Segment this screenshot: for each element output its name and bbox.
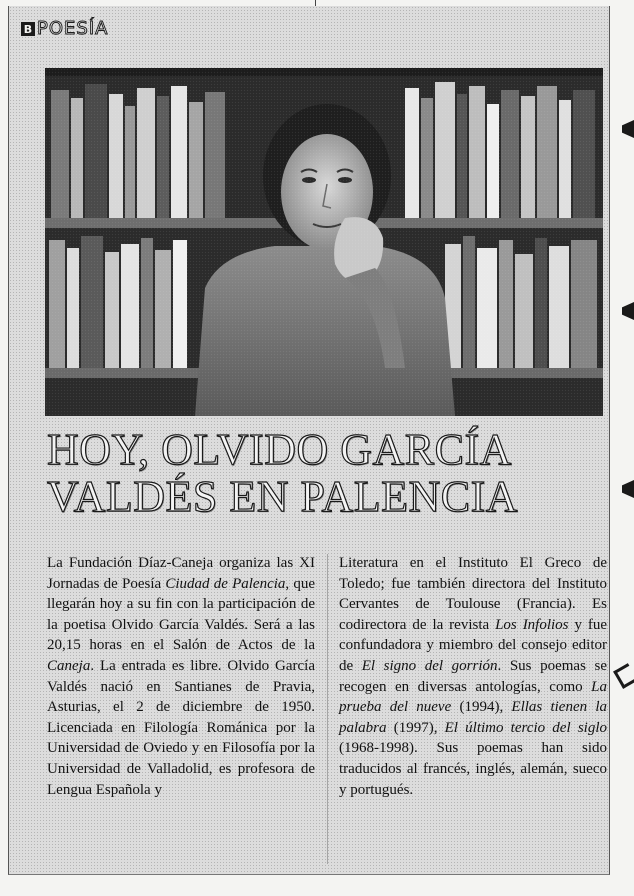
- magazine-title: El signo del gorrión: [361, 657, 498, 674]
- column-divider: [327, 554, 328, 864]
- text-run: . Sus poemas se recogen en diversas antologías, como: [339, 657, 607, 695]
- text-run: (1994),: [451, 699, 512, 716]
- newspaper-page: [8, 6, 610, 875]
- portrait-photo-icon: [45, 68, 603, 416]
- anthology-title: La prueba del nueve: [339, 678, 607, 716]
- venue-name: Caneja: [47, 657, 91, 674]
- margin-chevron-icon: [613, 663, 634, 689]
- article-column-right: [339, 553, 607, 800]
- margin-arrow-icon: [622, 480, 634, 498]
- text-run: . La entrada es libre. Olvido García Valdés nació en Santianes de Pravia, Asturias, el 2 de diciembre de 1950. Licenciada en Filología Románica por la Universidad de Oviedo y en Filosofía por la Universidad de Valladolid, es profesora de Lengua Española y: [47, 657, 315, 798]
- text-run: La Fundación Díaz-Caneja organiza las XI Jornadas de Poesía: [47, 555, 315, 592]
- headline-line-2: VALDÉS EN PALENCIA: [47, 472, 519, 521]
- headline-line-1: HOY, OLVIDO GARCÍA: [47, 425, 512, 474]
- article-paragraph-right: [339, 553, 607, 800]
- section-header: [21, 16, 108, 40]
- event-title: Ciudad de Palencia: [165, 575, 286, 592]
- text-run: , que llegarán hoy a su fin con la participación de la poetisa Olvido García Valdés. Será a las 20,15 horas en el Salón de Actos de la: [47, 575, 315, 654]
- headline: [47, 426, 607, 520]
- text-run: Literatura en el Instituto El Greco de Toledo; fue también directora del Instituto Cervantes de Toulouse (Francia). Es codirectora de la revista: [339, 555, 607, 633]
- text-run: y fue confundadora y miembro del consejo editor de: [339, 616, 608, 674]
- magazine-title: Los Infolios: [495, 616, 569, 633]
- article-paragraph-left: [47, 553, 315, 800]
- text-run: (1968-1998). Sus poemas han sido traducidos al francés, inglés, alemán, sueco y portugués.: [339, 740, 607, 798]
- section-label: POESÍA: [37, 17, 109, 39]
- section-badge-icon: B: [21, 22, 35, 36]
- margin-arrow-icon: [622, 120, 634, 138]
- anthology-title: Ellas tienen la palabra: [339, 699, 608, 736]
- article-column-left: [47, 553, 315, 800]
- anthology-title: El último tercio del siglo: [444, 719, 607, 736]
- text-run: (1997),: [386, 719, 445, 736]
- portrait-photo: [45, 68, 603, 416]
- margin-arrow-icon: [622, 302, 634, 320]
